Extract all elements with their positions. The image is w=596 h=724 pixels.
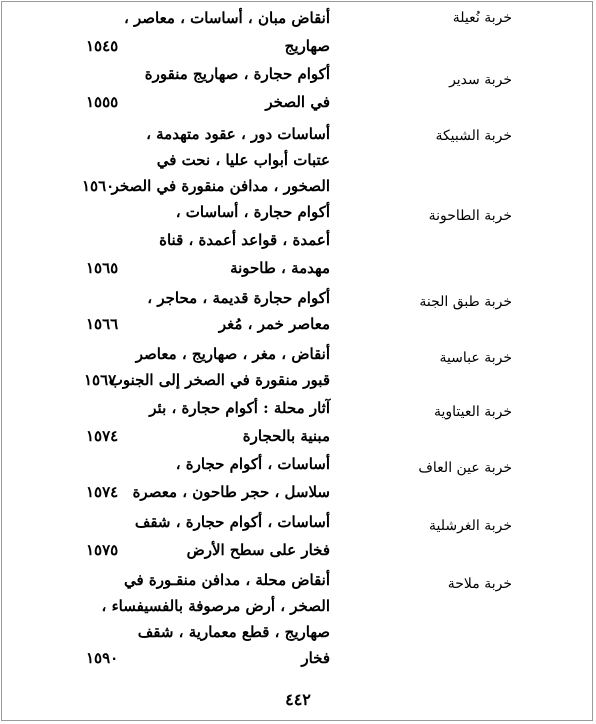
site-name: خربة الشبيكة [435, 128, 512, 144]
description-line: أنقاض ، مغر ، صهاريج ، معاصر [135, 345, 330, 363]
entry-number: ١٥٦٧ [84, 371, 117, 389]
entry-number: ١٥٧٥ [86, 541, 119, 559]
site-name: خربة ملاحة [447, 576, 512, 592]
description-line: أساسات ، أكوام حجارة ، [175, 455, 330, 473]
site-name: خربة سدير [449, 72, 512, 88]
description-line: أكوام حجارة قديمة ، محاجر ، [147, 289, 330, 307]
description-line: أساسات ، أكوام حجارة ، شقف [134, 513, 330, 531]
site-name: خربة الغرشلية [429, 518, 512, 534]
description-line: أساسات دور ، عقود متهدمة ، [146, 125, 330, 143]
description-line: صهاريج ، قطع معمارية ، شقف [137, 623, 330, 641]
description-line: فخار [301, 649, 330, 667]
description-line: مهدمة ، طاحونة [230, 259, 330, 277]
description-line: آثار محلة : أكوام حجارة ، بئر [149, 399, 330, 417]
site-name: خربة عباسية [439, 350, 512, 366]
description-line: أعمدة ، قواعد أعمدة ، قناة [159, 231, 330, 249]
description-line: أنقاض محلة ، مدافن منقـورة في [123, 571, 330, 589]
entry-number: ١٥٤٥ [86, 37, 119, 55]
site-name: خربة العيتاوية [433, 404, 512, 420]
site-name: خربة عين العاف [418, 460, 512, 476]
entry-number: ١٥٦٠ [82, 177, 115, 195]
description-line: سلاسل ، حجر طاحون ، معصرة [132, 483, 330, 501]
entry-number: ١٥٧٤ [86, 483, 119, 501]
description-line: صهاريج [284, 37, 330, 55]
entry-number: ١٥٦٦ [86, 315, 119, 333]
description-line: مبنية بالحجارة [242, 427, 330, 445]
entry-number: ١٥٥٥ [86, 93, 119, 111]
description-line: قبور منقورة في الصخر إلى الجنوب [108, 371, 330, 389]
site-name: خربة الطاحونة [428, 208, 512, 224]
description-line: فخار على سطح الأرض [186, 541, 330, 559]
description-line: الصخر ، أرض مرصوفة بالفسيفساء ، [101, 597, 330, 615]
description-line: أكوام حجارة ، صهاريج منقورة [144, 65, 330, 83]
description-line: عتبات أبواب عليا ، نحت في [156, 151, 330, 169]
site-name: خربة نُعيلة [452, 10, 512, 26]
description-line: في الصخر [265, 93, 330, 111]
page-number: ٤٤٢ [285, 690, 311, 709]
entry-number: ١٥٩٠ [86, 649, 119, 667]
description-line: أكوام حجارة ، أساسات ، [175, 203, 330, 221]
description-line: أنقاض مبان ، أساسات ، معاصر ، [123, 9, 330, 27]
description-line: معاصر خمر ، مُغر [218, 315, 330, 333]
entry-number: ١٥٧٤ [86, 427, 119, 445]
site-name: خربة طبق الجنة [419, 294, 512, 310]
description-line: الصخور ، مدافن منقورة في الصخر [111, 177, 330, 195]
entry-number: ١٥٦٥ [86, 259, 119, 277]
